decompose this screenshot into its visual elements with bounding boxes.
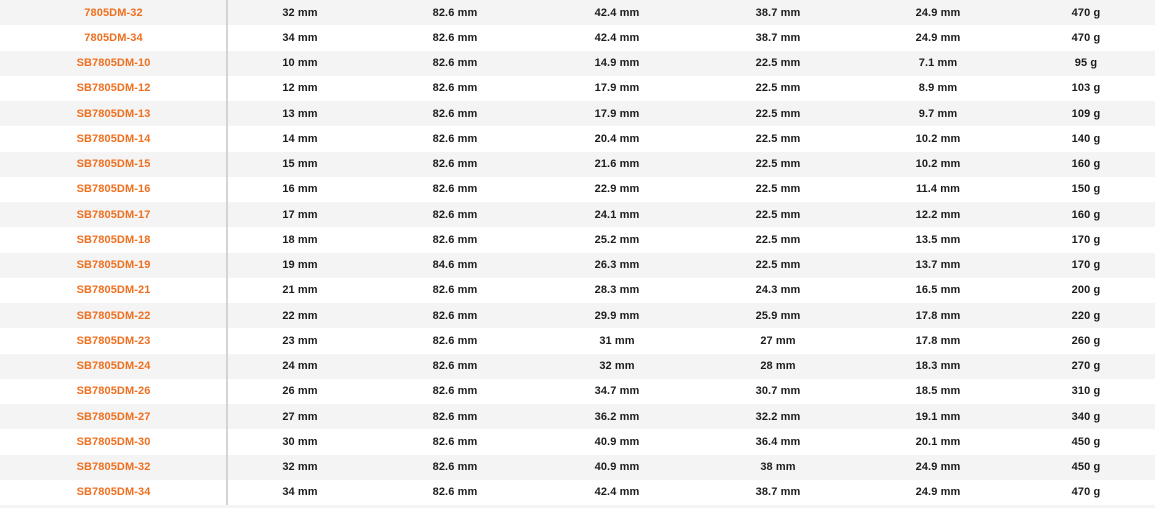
dim-value-2: 20.4 mm	[594, 132, 640, 145]
dim-value-4: 20.1 mm	[915, 435, 961, 448]
dim-value-3: 38.7 mm	[755, 6, 801, 19]
dim-value-1: 82.6 mm	[432, 233, 478, 246]
dim-value-1: 82.6 mm	[432, 309, 478, 322]
weight-value: 270 g	[1071, 360, 1101, 373]
dim-value-3: 32.2 mm	[755, 410, 801, 423]
size-value: 34 mm	[282, 486, 318, 499]
dim-value-1: 82.6 mm	[432, 284, 478, 297]
product-code-link[interactable]: SB7805DM-13	[76, 107, 151, 120]
product-code-link[interactable]: SB7805DM-24	[76, 360, 151, 373]
size-value: 24 mm	[282, 360, 318, 373]
dim-value-3: 22.5 mm	[755, 57, 801, 70]
dim-value-1: 82.6 mm	[432, 385, 478, 398]
dim-value-4: 10.2 mm	[915, 132, 961, 145]
weight-value: 170 g	[1071, 233, 1101, 246]
table-row	[0, 51, 1155, 76]
dim-value-1: 82.6 mm	[432, 208, 478, 221]
dim-value-1: 82.6 mm	[432, 132, 478, 145]
dim-value-2: 32 mm	[599, 360, 635, 373]
dim-value-3: 22.5 mm	[755, 183, 801, 196]
table-row	[0, 202, 1155, 227]
product-code-link[interactable]: 7805DM-32	[84, 6, 143, 19]
dim-value-4: 24.9 mm	[915, 6, 961, 19]
weight-value: 160 g	[1071, 208, 1101, 221]
weight-value: 470 g	[1071, 6, 1101, 19]
dim-value-3: 36.4 mm	[755, 435, 801, 448]
dim-value-1: 82.6 mm	[432, 486, 478, 499]
size-value: 26 mm	[282, 385, 318, 398]
size-value: 32 mm	[282, 6, 318, 19]
dim-value-4: 7.1 mm	[918, 57, 958, 70]
dim-value-3: 38.7 mm	[755, 486, 801, 499]
dim-value-1: 82.6 mm	[432, 360, 478, 373]
dim-value-1: 82.6 mm	[432, 410, 478, 423]
dim-value-1: 82.6 mm	[432, 461, 478, 474]
table-row	[0, 0, 1155, 25]
table-row	[0, 480, 1155, 505]
table-row	[0, 303, 1155, 328]
dim-value-2: 40.9 mm	[594, 461, 640, 474]
dim-value-3: 22.5 mm	[755, 107, 801, 120]
dim-value-2: 36.2 mm	[594, 410, 640, 423]
dim-value-4: 19.1 mm	[915, 410, 961, 423]
table-row	[0, 278, 1155, 303]
size-value: 18 mm	[282, 233, 318, 246]
weight-value: 150 g	[1071, 183, 1101, 196]
table-row	[0, 152, 1155, 177]
dim-value-4: 24.9 mm	[915, 31, 961, 44]
dim-value-3: 38.7 mm	[755, 31, 801, 44]
dim-value-3: 27 mm	[760, 334, 796, 347]
table-row	[0, 76, 1155, 101]
table-row	[0, 126, 1155, 151]
dim-value-1: 82.6 mm	[432, 6, 478, 19]
dim-value-4: 11.4 mm	[915, 183, 961, 196]
dim-value-3: 22.5 mm	[755, 259, 801, 272]
dim-value-4: 10.2 mm	[915, 158, 961, 171]
dim-value-3: 22.5 mm	[755, 82, 801, 95]
product-code-link[interactable]: SB7805DM-22	[76, 309, 151, 322]
size-value: 14 mm	[282, 132, 318, 145]
table-row	[0, 328, 1155, 353]
dim-value-2: 14.9 mm	[594, 57, 640, 70]
weight-value: 220 g	[1071, 309, 1101, 322]
size-value: 19 mm	[282, 259, 318, 272]
dim-value-3: 22.5 mm	[755, 158, 801, 171]
dim-value-3: 30.7 mm	[755, 385, 801, 398]
dim-value-3: 24.3 mm	[755, 284, 801, 297]
size-value: 22 mm	[282, 309, 318, 322]
table-row	[0, 25, 1155, 50]
product-code-link[interactable]: SB7805DM-26	[76, 385, 151, 398]
dim-value-4: 12.2 mm	[915, 208, 961, 221]
weight-value: 140 g	[1071, 132, 1101, 145]
dim-value-2: 34.7 mm	[594, 385, 640, 398]
size-value: 12 mm	[282, 82, 318, 95]
dim-value-2: 26.3 mm	[594, 259, 640, 272]
product-code-link[interactable]: SB7805DM-14	[76, 132, 151, 145]
size-value: 16 mm	[282, 183, 318, 196]
dim-value-2: 17.9 mm	[594, 107, 640, 120]
dim-value-2: 28.3 mm	[594, 284, 640, 297]
dim-value-2: 29.9 mm	[594, 309, 640, 322]
dim-value-2: 42.4 mm	[594, 31, 640, 44]
weight-value: 260 g	[1071, 334, 1101, 347]
dim-value-4: 18.5 mm	[915, 385, 961, 398]
dim-value-2: 42.4 mm	[594, 6, 640, 19]
product-code-link[interactable]: SB7805DM-30	[76, 435, 151, 448]
dim-value-3: 28 mm	[760, 360, 796, 373]
table-row	[0, 177, 1155, 202]
product-code-link[interactable]: SB7805DM-21	[76, 284, 151, 297]
dim-value-4: 16.5 mm	[915, 284, 961, 297]
dim-value-2: 31 mm	[599, 334, 635, 347]
dim-value-1: 82.6 mm	[432, 183, 478, 196]
dim-value-4: 17.8 mm	[915, 334, 961, 347]
table-row	[0, 455, 1155, 480]
dim-value-4: 18.3 mm	[915, 360, 961, 373]
table-row	[0, 253, 1155, 278]
size-value: 13 mm	[282, 107, 318, 120]
size-value: 15 mm	[282, 158, 318, 171]
product-code-link[interactable]: SB7805DM-32	[76, 461, 151, 474]
product-code-link[interactable]: SB7805DM-34	[76, 486, 151, 499]
product-code-link[interactable]: SB7805DM-10	[76, 57, 151, 70]
dim-value-3: 22.5 mm	[755, 208, 801, 221]
product-code-link[interactable]: SB7805DM-19	[76, 259, 151, 272]
size-value: 23 mm	[282, 334, 318, 347]
dim-value-1: 82.6 mm	[432, 158, 478, 171]
weight-value: 109 g	[1071, 107, 1101, 120]
weight-value: 340 g	[1071, 410, 1101, 423]
dim-value-1: 82.6 mm	[432, 435, 478, 448]
dim-value-4: 13.7 mm	[915, 259, 961, 272]
dim-value-1: 82.6 mm	[432, 57, 478, 70]
dim-value-3: 22.5 mm	[755, 132, 801, 145]
size-value: 17 mm	[282, 208, 318, 221]
weight-value: 200 g	[1071, 284, 1101, 297]
product-code-link[interactable]: SB7805DM-27	[76, 410, 151, 423]
size-value: 34 mm	[282, 31, 318, 44]
size-value: 27 mm	[282, 410, 318, 423]
dim-value-4: 24.9 mm	[915, 461, 961, 474]
dim-value-3: 38 mm	[760, 461, 796, 474]
dim-value-2: 25.2 mm	[594, 233, 640, 246]
dim-value-4: 9.7 mm	[918, 107, 958, 120]
dim-value-1: 84.6 mm	[432, 259, 478, 272]
weight-value: 310 g	[1071, 385, 1101, 398]
dim-value-1: 82.6 mm	[432, 31, 478, 44]
table-row	[0, 404, 1155, 429]
table-row	[0, 429, 1155, 454]
dim-value-4: 24.9 mm	[915, 486, 961, 499]
size-value: 32 mm	[282, 461, 318, 474]
size-value: 30 mm	[282, 435, 318, 448]
dim-value-4: 8.9 mm	[918, 82, 958, 95]
dim-value-2: 24.1 mm	[594, 208, 640, 221]
product-code-link[interactable]: SB7805DM-17	[76, 208, 151, 221]
weight-value: 95 g	[1074, 57, 1098, 70]
weight-value: 103 g	[1071, 82, 1101, 95]
dim-value-1: 82.6 mm	[432, 334, 478, 347]
weight-value: 160 g	[1071, 158, 1101, 171]
product-code-link[interactable]: SB7805DM-15	[76, 158, 151, 171]
weight-value: 450 g	[1071, 435, 1101, 448]
dim-value-2: 21.6 mm	[594, 158, 640, 171]
weight-value: 450 g	[1071, 461, 1101, 474]
dim-value-2: 17.9 mm	[594, 82, 640, 95]
product-code-link[interactable]: SB7805DM-16	[76, 183, 151, 196]
dim-value-4: 17.8 mm	[915, 309, 961, 322]
weight-value: 470 g	[1071, 31, 1101, 44]
size-value: 10 mm	[282, 57, 318, 70]
dim-value-3: 22.5 mm	[755, 233, 801, 246]
dim-value-2: 22.9 mm	[594, 183, 640, 196]
dim-value-1: 82.6 mm	[432, 82, 478, 95]
dim-value-1: 82.6 mm	[432, 107, 478, 120]
table-row	[0, 101, 1155, 126]
product-code-link[interactable]: SB7805DM-23	[76, 334, 151, 347]
dim-value-4: 13.5 mm	[915, 233, 961, 246]
product-code-link[interactable]: 7805DM-34	[84, 31, 143, 44]
weight-value: 170 g	[1071, 259, 1101, 272]
product-code-link[interactable]: SB7805DM-12	[76, 82, 151, 95]
product-code-link[interactable]: SB7805DM-18	[76, 233, 151, 246]
dim-value-3: 25.9 mm	[755, 309, 801, 322]
table-row	[0, 354, 1155, 379]
size-value: 21 mm	[282, 284, 318, 297]
dim-value-2: 42.4 mm	[594, 486, 640, 499]
table-row	[0, 227, 1155, 252]
dim-value-2: 40.9 mm	[594, 435, 640, 448]
weight-value: 470 g	[1071, 486, 1101, 499]
table-row	[0, 379, 1155, 404]
